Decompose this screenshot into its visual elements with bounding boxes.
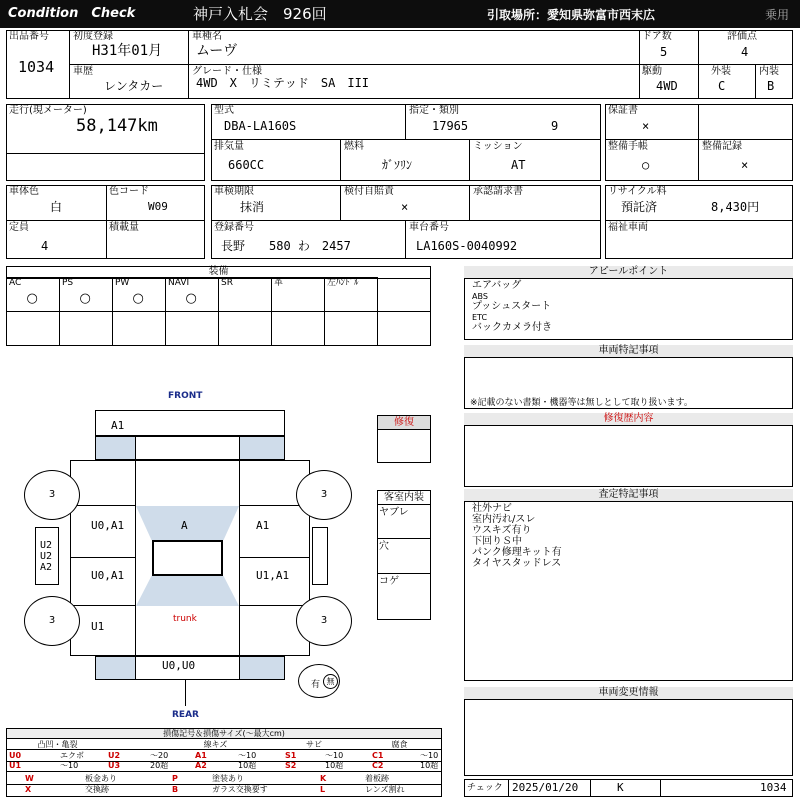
legend-desc: 〜10 bbox=[238, 751, 257, 760]
mark-left-rear: U0,A1 bbox=[91, 569, 125, 582]
fuel-label: 燃料 bbox=[344, 141, 364, 152]
legend-code: S2 bbox=[285, 761, 297, 770]
exterior-value: C bbox=[718, 79, 726, 93]
legend-desc: ガラス交換要す bbox=[212, 785, 268, 794]
legend-code: X bbox=[25, 785, 32, 794]
legend-category: 腐食 bbox=[391, 740, 408, 749]
designation-label: 指定・類別 bbox=[409, 105, 459, 116]
mileage-value: 58,147km bbox=[76, 116, 158, 136]
rating-label: 評価点 bbox=[727, 31, 757, 42]
legend-code: U0 bbox=[9, 751, 22, 760]
equipment-mark: ○ bbox=[185, 291, 197, 306]
mark-right-rear: U1,A1 bbox=[256, 569, 290, 582]
drive-value: 4WD bbox=[656, 79, 678, 93]
legend-code: P bbox=[172, 774, 178, 783]
check-label: チェック bbox=[467, 783, 503, 793]
legend-desc: 〜20 bbox=[150, 751, 169, 760]
legend-code: C2 bbox=[372, 761, 384, 770]
legend-title: 損傷記号＆損傷サイズ(〜最大cm) bbox=[7, 729, 441, 739]
inspection-value: 抹消 bbox=[240, 200, 265, 214]
interior-value: B bbox=[767, 79, 775, 93]
appeal-line: プッシュスタート bbox=[472, 301, 552, 312]
color-code-value: W09 bbox=[148, 200, 168, 213]
appeal-line: ETC bbox=[472, 312, 488, 322]
rating-value: 4 bbox=[741, 45, 749, 59]
displacement-label: 排気量 bbox=[214, 141, 244, 152]
warranty-label: 保証書 bbox=[608, 105, 638, 116]
capacity-value: 4 bbox=[41, 239, 49, 253]
check-lot: 1034 bbox=[760, 781, 787, 794]
assessment-line: タイヤスタッドレス bbox=[472, 558, 562, 569]
repair-content-title: 修復歴内容 bbox=[464, 413, 793, 426]
legend-desc: 20超 bbox=[150, 761, 169, 770]
assessment-line: 下回りＳ中 bbox=[472, 536, 522, 547]
car-name-value: ムーヴ bbox=[196, 43, 238, 59]
spare-mark: U2 U2 A2 bbox=[40, 540, 53, 573]
equipment-name: 革 bbox=[274, 278, 284, 288]
legend-desc: 10超 bbox=[325, 761, 344, 770]
legend-divider bbox=[6, 749, 442, 750]
approval-label: 承認請求書 bbox=[473, 186, 523, 197]
tire-rear-right: 3 bbox=[296, 596, 352, 646]
equipment-name: 左ﾊﾝﾄﾞﾙ bbox=[327, 278, 359, 288]
legend-divider bbox=[6, 771, 442, 772]
repair-panel-label: 修復 bbox=[378, 416, 430, 430]
maintenance-book-value: ○ bbox=[642, 158, 650, 172]
appeal-title: アピールポイント bbox=[464, 266, 793, 279]
legend-desc: レンズ割れ bbox=[365, 785, 405, 794]
chassis-label: 車台番号 bbox=[409, 222, 449, 233]
model-label: 型式 bbox=[214, 105, 234, 116]
designation-value1: 17965 bbox=[432, 119, 469, 133]
rear-label: REAR bbox=[172, 710, 199, 720]
assessment-line: 社外ナビ bbox=[472, 503, 512, 514]
legend-desc: 着板跡 bbox=[365, 774, 389, 783]
designation-value2: 9 bbox=[551, 119, 559, 133]
tire-front-left: 3 bbox=[24, 470, 80, 520]
recycle-amount: 8,430円 bbox=[711, 200, 760, 214]
front-label: FRONT bbox=[168, 391, 203, 401]
mileage-label: 走行(現メーター) bbox=[9, 105, 87, 116]
appeal-line: ABS bbox=[472, 291, 488, 301]
mark-right-front: A1 bbox=[256, 519, 270, 532]
mark-left-front: U0,A1 bbox=[91, 519, 125, 532]
recycle-label: リサイクル料 bbox=[608, 186, 667, 197]
grade-label: グレード・仕様 bbox=[192, 66, 262, 77]
legend-desc: 10超 bbox=[238, 761, 257, 770]
equipment-mark: ○ bbox=[26, 291, 38, 306]
assessment-line: 室内汚れ/スレ bbox=[472, 514, 536, 525]
legend-code: U3 bbox=[108, 761, 121, 770]
trunk-label: trunk bbox=[173, 614, 197, 624]
history-value: レンタカー bbox=[104, 79, 164, 93]
chassis-value: LA160S-0040992 bbox=[416, 239, 518, 253]
capacity-label: 定員 bbox=[9, 222, 29, 233]
mark-hood: A1 bbox=[111, 419, 125, 432]
maintenance-book-label: 整備手帳 bbox=[608, 141, 648, 152]
check-inspector: K bbox=[617, 781, 624, 794]
welfare-label: 福祉車両 bbox=[608, 222, 648, 233]
exterior-label: 外装 bbox=[711, 66, 731, 77]
condition-check-title: Condition Check bbox=[8, 6, 136, 21]
right-side-box bbox=[312, 527, 328, 585]
equipment-name: NAVI bbox=[168, 278, 190, 288]
equipment-title: 装備 bbox=[6, 266, 431, 279]
legend-code: W bbox=[25, 774, 34, 783]
maintenance-record-value: × bbox=[741, 158, 749, 172]
assessment-title: 査定特記事項 bbox=[464, 489, 793, 502]
color-code-label: 色コード bbox=[109, 186, 149, 197]
tire-front-right: 3 bbox=[296, 470, 352, 520]
equipment-mark: ○ bbox=[132, 291, 144, 306]
legend-desc: 〜10 bbox=[325, 751, 344, 760]
equipment-mark: ○ bbox=[79, 291, 91, 306]
lot-number: 1034 bbox=[18, 58, 55, 76]
legend-code: A2 bbox=[195, 761, 207, 770]
legend-desc: 〜10 bbox=[60, 761, 79, 770]
recycle-status: 預託済 bbox=[621, 200, 658, 214]
maintenance-record-label: 整備記録 bbox=[702, 141, 742, 152]
legend-code: C1 bbox=[372, 751, 384, 760]
interior-cond-title: 客室内装 bbox=[378, 491, 430, 505]
legend-desc: 10超 bbox=[420, 761, 439, 770]
legend-category: 凸凹・亀裂 bbox=[37, 740, 78, 749]
legend-category: 線キズ bbox=[203, 740, 228, 749]
insurance-value: × bbox=[401, 200, 409, 214]
special-title: 車両特記事項 bbox=[464, 345, 793, 358]
displacement-value: 660CC bbox=[228, 158, 265, 172]
check-date: 2025/01/20 bbox=[512, 781, 579, 794]
doors-label: ドア数 bbox=[642, 31, 672, 42]
body-color-value: 白 bbox=[50, 200, 63, 214]
legend-desc: 塗装あり bbox=[212, 774, 244, 783]
change-info-panel bbox=[464, 687, 793, 776]
assessment-line: ウスキズ有り bbox=[472, 525, 532, 536]
roof-area bbox=[152, 540, 223, 576]
reg-number-value: 長野 580 わ 2457 bbox=[221, 239, 351, 253]
legend-code: S1 bbox=[285, 751, 297, 760]
reg-number-label: 登録番号 bbox=[214, 222, 254, 233]
legend-desc: 交換跡 bbox=[85, 785, 109, 794]
legend-code: U1 bbox=[9, 761, 22, 770]
model-value: DBA-LA160S bbox=[224, 119, 297, 133]
special-note: ※記載のない書類・機器等は無しとして取り扱います。 bbox=[470, 398, 693, 408]
interior-tear: ヤブレ bbox=[379, 507, 409, 518]
legend-category: サビ bbox=[306, 740, 322, 749]
interior-label: 内装 bbox=[759, 66, 779, 77]
legend-desc: エクボ bbox=[60, 751, 84, 760]
tire-rear-left: 3 bbox=[24, 596, 80, 646]
car-name-label: 車種名 bbox=[192, 31, 222, 42]
auction-title: 神戸入札会 926回 bbox=[193, 5, 327, 23]
legend-code: A1 bbox=[195, 751, 207, 760]
fuel-value: ｶﾞｿﾘﾝ bbox=[382, 158, 413, 172]
first-reg-label: 初度登録 bbox=[73, 31, 113, 42]
mark-rear-bumper: U0,U0 bbox=[162, 659, 196, 672]
header-bar bbox=[0, 0, 800, 28]
insurance-label: 検付自賠責 bbox=[344, 186, 394, 197]
warranty-value: × bbox=[642, 119, 650, 133]
assessment-line: パンク修理キット有 bbox=[472, 547, 562, 558]
mark-roof: A bbox=[181, 519, 188, 532]
mission-value: AT bbox=[511, 158, 526, 172]
interior-hole: 穴 bbox=[379, 541, 389, 552]
legend-desc: 板金あり bbox=[85, 774, 117, 783]
legend-code: U2 bbox=[108, 751, 121, 760]
appeal-line: バックカメラ付き bbox=[472, 322, 552, 333]
grade-value: 4WD X リミテッド SA III bbox=[196, 76, 370, 90]
mark-left-quarter: U1 bbox=[91, 620, 105, 633]
legend-code: L bbox=[320, 785, 326, 794]
pickup-location: 引取場所：愛知県弥富市西末広 bbox=[487, 8, 656, 22]
load-label: 積載量 bbox=[109, 222, 139, 233]
interior-burn: コゲ bbox=[379, 576, 399, 587]
legend-code: B bbox=[172, 785, 179, 794]
appeal-line: エアバッグ bbox=[472, 280, 522, 291]
equipment-name: PS bbox=[62, 278, 74, 288]
hood-area bbox=[95, 436, 285, 460]
equipment-name: SR bbox=[221, 278, 233, 288]
equipment-name: AC bbox=[9, 278, 22, 288]
spare-tire-mark: 無 bbox=[323, 674, 338, 689]
legend-desc: 〜10 bbox=[420, 751, 439, 760]
history-label: 車歴 bbox=[73, 66, 93, 77]
lot-label: 出品番号 bbox=[9, 31, 49, 42]
doors-value: 5 bbox=[660, 45, 668, 59]
spare-tire-label: 有 bbox=[311, 680, 321, 690]
mission-label: ミッション bbox=[473, 141, 523, 152]
drive-label: 駆動 bbox=[642, 66, 662, 77]
first-reg-value: H31年01月 bbox=[92, 43, 163, 59]
legend-code: K bbox=[320, 774, 327, 783]
equipment-name: PW bbox=[115, 278, 130, 288]
vehicle-category: 乗用 bbox=[765, 8, 790, 22]
body-color-label: 車体色 bbox=[9, 186, 39, 197]
change-info-title: 車両変更情報 bbox=[464, 687, 793, 700]
inspection-label: 車検期限 bbox=[214, 186, 254, 197]
